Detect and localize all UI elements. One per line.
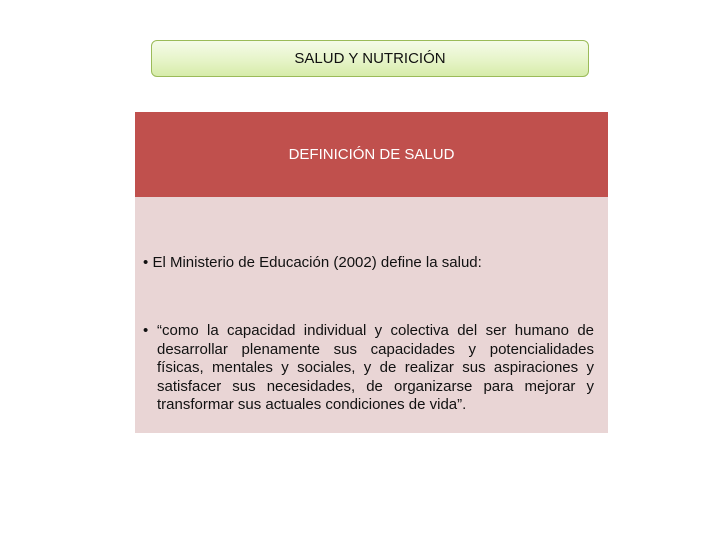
bullet-icon: • — [143, 254, 149, 271]
slide-title: SALUD Y NUTRICIÓN — [294, 50, 446, 67]
bullet-item — [143, 322, 594, 415]
slide-title-box — [151, 40, 589, 77]
definition-card — [135, 112, 608, 433]
bullet-text: “como la capacidad individual y colectiva del ser humano de desarrollar plenamente sus capacidades y potencialidades físicas, mentales y sociales, y de realizar sus aspiraciones y satisfacer sus necesidades, de organizarse para mejorar y transformar sus actuales condiciones de vida”. — [157, 322, 594, 413]
card-header-text: DEFINICIÓN DE SALUD — [288, 146, 455, 163]
card-header — [135, 112, 608, 197]
bullet-item — [143, 254, 594, 272]
bullet-text: El Ministerio de Educación (2002) define la salud: — [152, 254, 482, 271]
bullet-icon: • — [143, 322, 149, 339]
card-body — [135, 197, 608, 433]
